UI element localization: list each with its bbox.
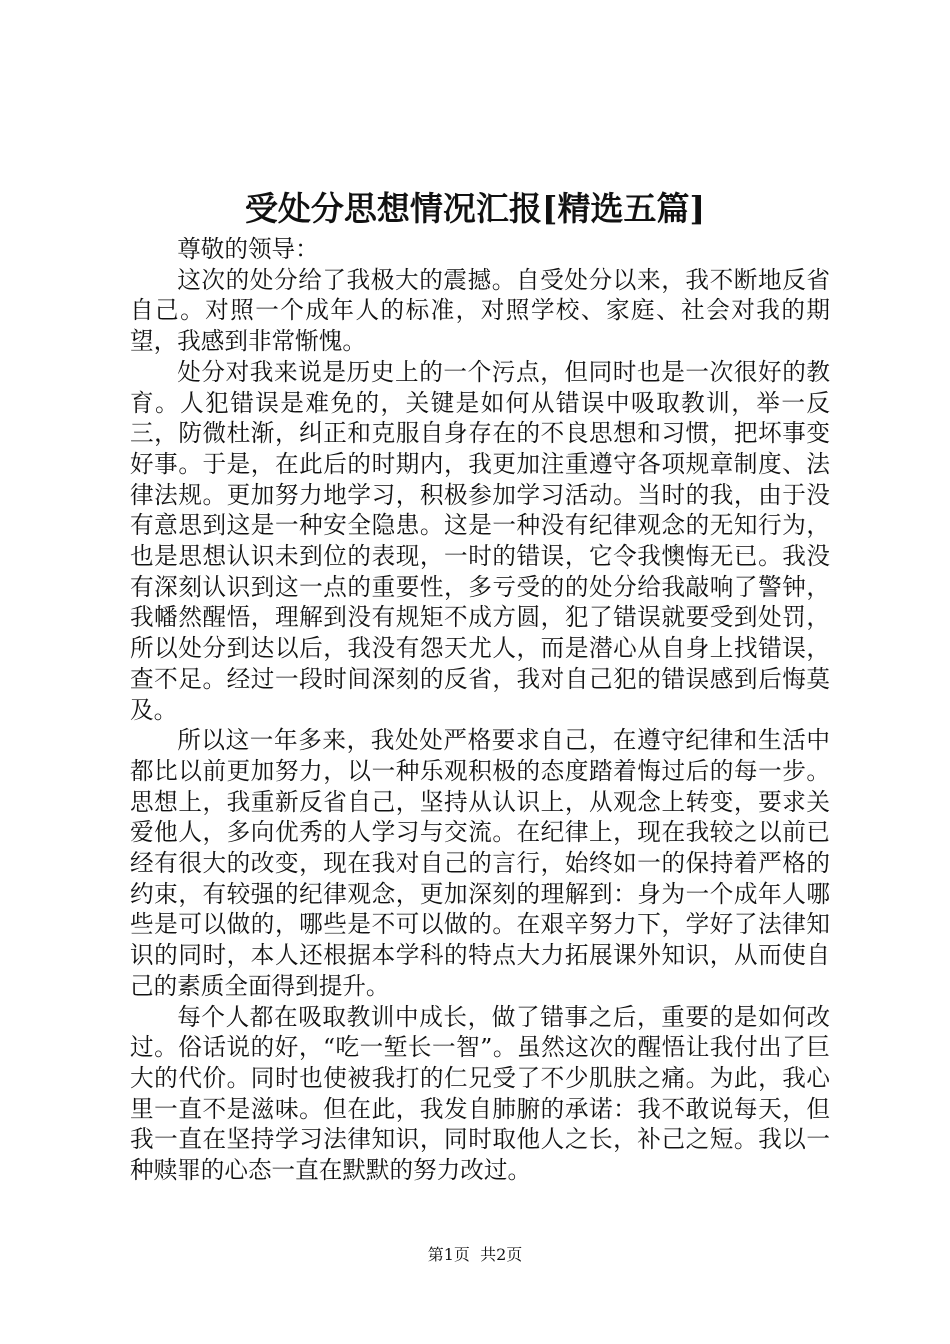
- paragraph-4: 每个人都在吸取教训中成长，做了错事之后，重要的是如何改过。俗话说的好，“吃一堑长一智”。虽然这次的醒悟让我付出了巨大的代价。同时也使被我打的仁兄受了不少肌肤之痛。为此，我心里一直不是滋味。但在此，我发自肺腑的承诺：我不敢说每天，但我一直在坚持学习法律知识，同时取他人之长，补己之短。我以一种赎罪的心态一直在默默的努力改过。: [130, 1002, 830, 1185]
- paragraph-1: 这次的处分给了我极大的震撼。自受处分以来，我不断地反省自己。对照一个成年人的标准，对照学校、家庭、社会对我的期望，我感到非常惭愧。: [130, 265, 830, 356]
- document-body: [130, 234, 830, 1186]
- paragraph-3: 所以这一年多来，我处处严格要求自己，在遵守纪律和生活中都比以前更加努力，以一种乐观积极的态度踏着悔过后的每一步。思想上，我重新反省自己，坚持从认识上，从观念上转变，要求关爱他人，多向优秀的人学习与交流。在纪律上，现在我较之以前已经有很大的改变，现在我对自己的言行，始终如一的保持着严格的约束，有较强的纪律观念，更加深刻的理解到：身为一个成年人哪些是可以做的，哪些是不可以做的。在艰辛努力下，学好了法律知识的同时，本人还根据本学科的特点大力拓展课外知识，从而使自己的素质全面得到提升。: [130, 726, 830, 1000]
- salutation: 尊敬的领导：: [177, 235, 319, 263]
- page-indicator: 第1页 共2页: [427, 1245, 523, 1264]
- document-title: 受处分思想情况汇报[精选五篇]: [244, 189, 706, 228]
- paragraph-2: 处分对我来说是历史上的一个污点，但同时也是一次很好的教育。人犯错误是难免的，关键是如何从错误中吸取教训，举一反三，防微杜渐，纠正和克服自身存在的不良思想和习惯，把坏事变好事。于是，在此后的时期内，我更加注重遵守各项规章制度、法律法规。更加努力地学习，积极参加学习活动。当时的我，由于没有意思到这是一种安全隐患。这是一种没有纪律观念的无知行为，也是思想认识未到位的表现，一时的错误，它令我懊悔无已。我没有深刻认识到这一点的重要性，多亏受的的处分给我敲响了警钟，我幡然醒悟，理解到没有规矩不成方圆，犯了错误就要受到处罚，所以处分到达以后，我没有怨天尤人，而是潜心从自身上找错误，查不足。经过一段时间深刻的反省，我对自己犯的错误感到后悔莫及。: [130, 357, 830, 724]
- page-footer: [0, 1244, 950, 1266]
